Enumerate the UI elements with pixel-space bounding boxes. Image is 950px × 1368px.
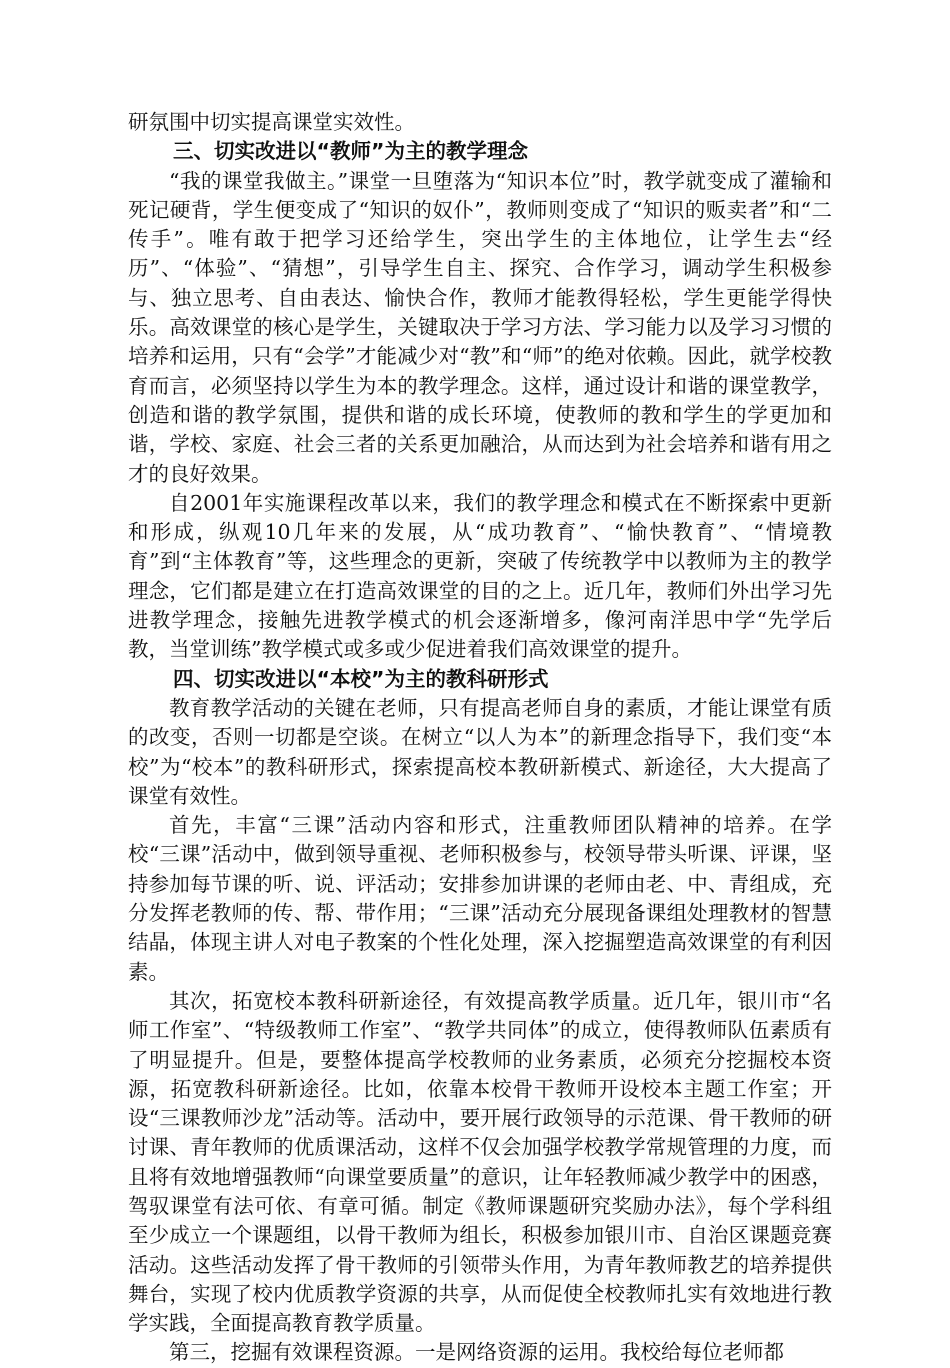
document-page [128, 108, 832, 1368]
paragraph-teacher-quality: 教育教学活动的关键在老师，只有提高老师自身的素质，才能让课堂有质的改变，否则一切都是空谈。在树立“以人为本”的新理念指导下，我们变“本校”为“校本”的教科研形式，探索提高校本教研新模式、新途径，大大提高了课堂有效性。 [128, 695, 832, 808]
paragraph-continuation: 研氛围中切实提高课堂实效性。 [128, 110, 415, 134]
paragraph-course-resources: 第三，挖掘有效课程资源。一是网络资源的运用。我校给每位老师都 [169, 1340, 784, 1365]
section-heading-3: 三、切实改进以“教师”为主的教学理念 [173, 139, 528, 164]
paragraph-curriculum-reform: 自2001年实施课程改革以来，我们的教学理念和模式在不断探索中更新和形成，纵观10几年来的发展，从“成功教育”、“愉快教育”、“情境教育”到“主体教育”等，这些理念的更新，突破了传统教学中以教师为主的教学理念，它们都是建立在打造高效课堂的目的之上。近几年，教师们外出学习先进教学理念，接触先进教学模式的机会逐渐增多，像河南洋思中学“先学后教，当堂训练”教学模式或多或少促进着我们高效课堂的提升。 [128, 490, 832, 662]
section-heading-4: 四、切实改进以“本校”为主的教科研形式 [173, 666, 549, 691]
paragraph-teaching-concept: “我的课堂我做主。”课堂一旦堕落为“知识本位”时，教学就变成了灌输和死记硬背，学生便变成了“知识的奴仆”，教师则变成了“知识的贩卖者”和“二传手”。唯有敢于把学习还给学生，突出学生的主体地位，让学生去“经历”、“体验”、“猜想”，引导学生自主、探究、合作学习，调动学生积极参与、独立思考、自由表达、愉快合作，教师才能教得轻松，学生更能学得快乐。高效课堂的核心是学生，关键取决于学习方法、学习能力以及学习习惯的培养和运用，只有“会学”才能减少对“教”和“师”的绝对依赖。因此，就学校教育而言，必须坚持以学生为本的教学理念。这样，通过设计和谐的课堂教学，创造和谐的教学氛围，提供和谐的成长环境，使教师的教和学生的学更加和谐，学校、家庭、社会三者的关系更加融洽，从而达到为社会培养和谐有用之才的良好效果。 [128, 168, 832, 486]
paragraph-three-lessons: 首先，丰富“三课”活动内容和形式，注重教师团队精神的培养。在学校“三课”活动中，做到领导重视、老师积极参与，校领导带头听课、评课，坚持参加每节课的听、说、评活动；安排参加讲课的老师由老、中、青组成，充分发挥老教师的传、帮、带作用；“三课”活动充分展现备课组处理教材的智慧结晶，体现主讲人对电子教案的个性化处理，深入挖掘塑造高效课堂的有利因素。 [128, 813, 832, 984]
paragraph-school-research: 其次，拓宽校本教科研新途径，有效提高教学质量。近几年，银川市“名师工作室”、“特级教师工作室”、“教学共同体”的成立，使得教师队伍素质有了明显提升。但是，要整体提高学校教师的业务素质，必须充分挖掘校本资源，拓宽教科研新途径。比如，依靠本校骨干教师开设校本主题工作室；开设“三课教师沙龙”活动等。活动中，要开展行政领导的示范课、骨干教师的研讨课、青年教师的优质课活动，这样不仅会加强学校教学常规管理的力度，而且将有效地增强教师“向课堂要质量”的意识，让年轻教师减少教学中的困惑，驾驭课堂有法可依、有章可循。制定《教师课题研究奖励办法》，每个学科组至少成立一个课题组，以骨干教师为组长，积极参加银川市、自治区课题竞赛活动。这些活动发挥了骨干教师的引领带头作用，为青年教师教艺的培养提供舞台，实现了校内优质教学资源的共享，从而促使全校教师扎实有效地进行教学实践，全面提高教育教学质量。 [128, 988, 832, 1336]
